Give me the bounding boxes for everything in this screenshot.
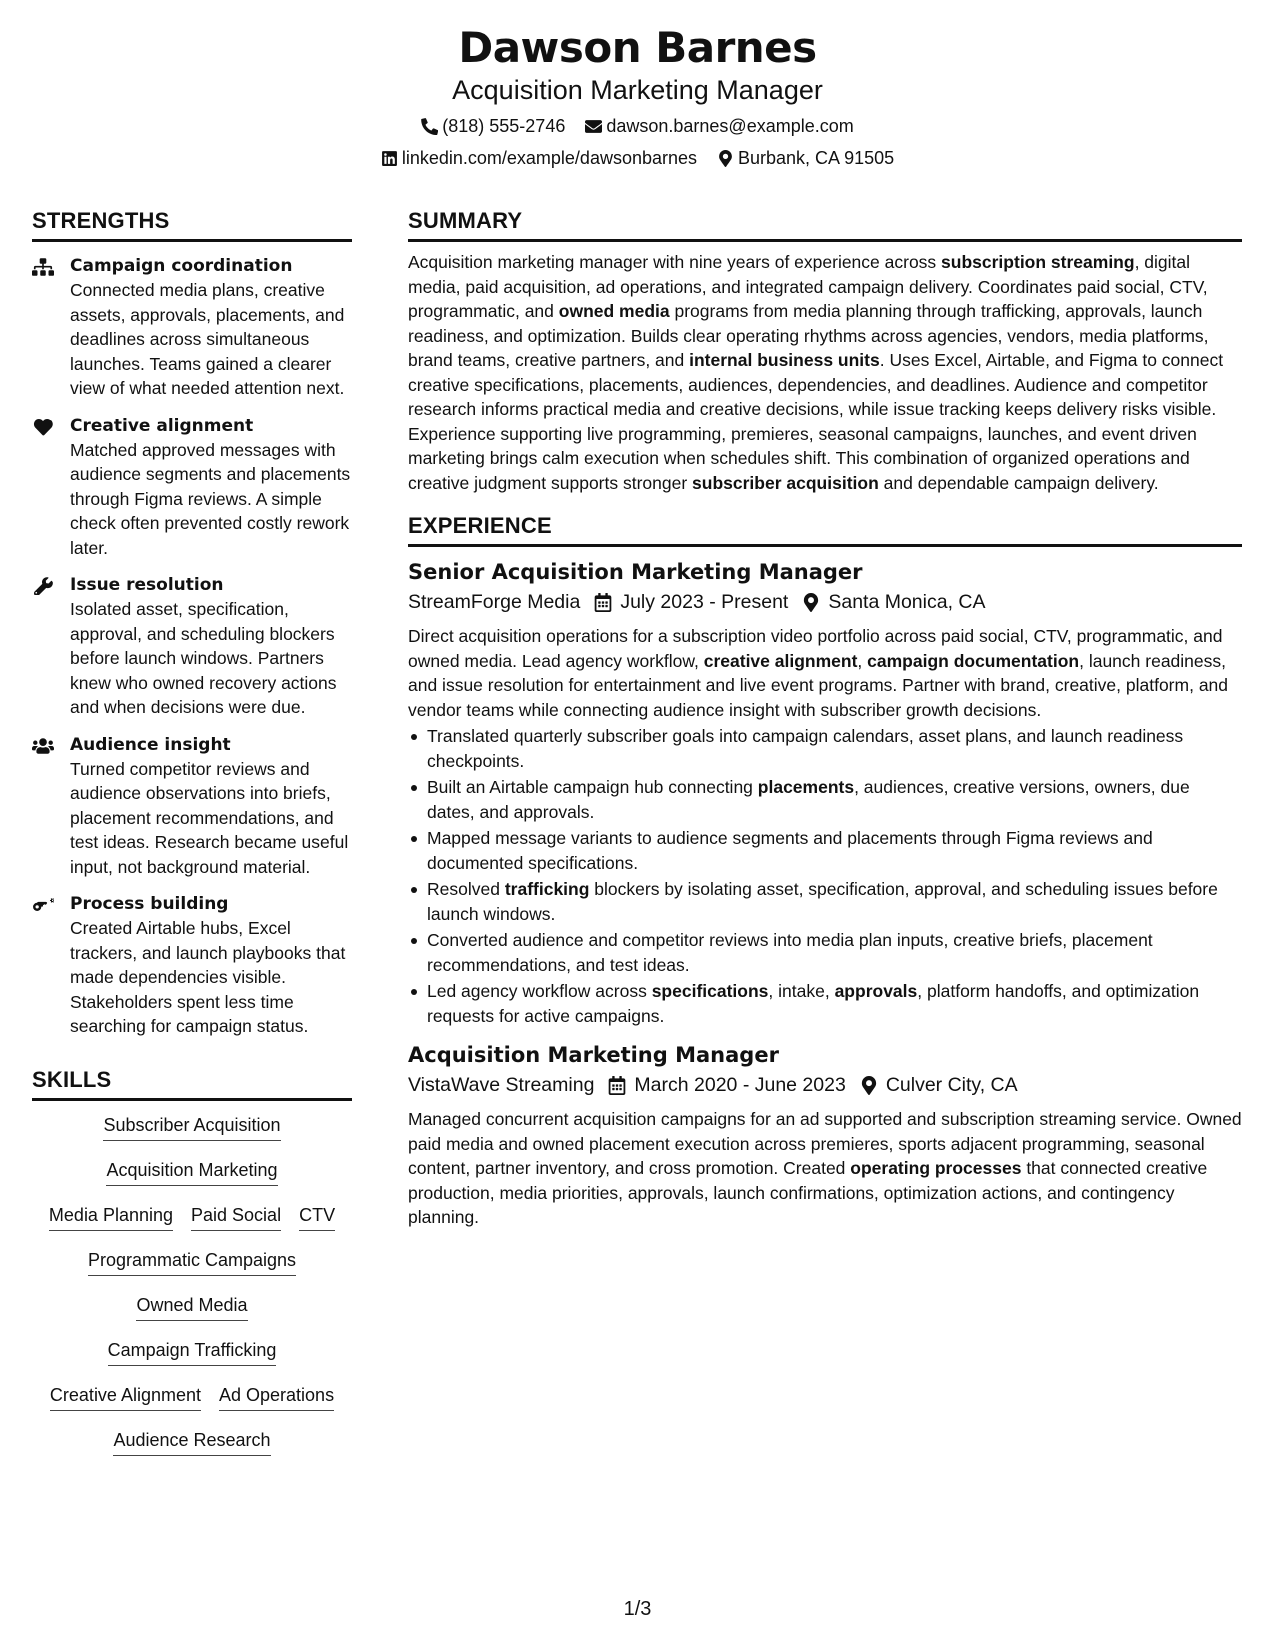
contact-row-1 xyxy=(0,114,1275,138)
users-icon xyxy=(32,737,54,755)
resume-header xyxy=(0,22,1275,170)
emphasis-text: creative alignment xyxy=(703,650,858,671)
location-text: Burbank, CA 91505 xyxy=(738,148,895,168)
skills-list xyxy=(32,1113,352,1473)
contact-email[interactable] xyxy=(585,114,853,138)
skill-tag: Audience Research xyxy=(113,1428,270,1456)
skill-tag: Creative Alignment xyxy=(50,1383,201,1411)
experience-heading: EXPERIENCE xyxy=(408,511,1242,547)
calendar-icon xyxy=(608,1076,626,1095)
gears-icon xyxy=(32,896,54,914)
map-pin-icon xyxy=(802,593,820,612)
bullet-item: Built an Airtable campaign hub connecting placements, audiences, creative versions, owners, due dates, and approvals. xyxy=(408,775,1242,824)
summary-heading: SUMMARY xyxy=(408,206,1242,242)
skill-tag: Paid Social xyxy=(191,1203,281,1231)
linkedin-text: linkedin.com/example/dawsonbarnes xyxy=(401,148,698,168)
skill-tag: Acquisition Marketing xyxy=(106,1158,277,1186)
strength-title: Issue resolution xyxy=(70,575,224,595)
contact-phone xyxy=(421,114,565,138)
page-number: 1/3 xyxy=(623,1598,652,1620)
job-title: Acquisition Marketing Manager xyxy=(408,1043,779,1067)
skill-tag: Ad Operations xyxy=(219,1383,334,1411)
email-text: dawson.barnes@example.com xyxy=(606,116,854,136)
contact-location xyxy=(717,146,894,170)
calendar-icon xyxy=(594,593,612,612)
phone-text: (818) 555-2746 xyxy=(442,116,566,136)
strength-item xyxy=(32,414,352,561)
skill-tag: Media Planning xyxy=(49,1203,173,1231)
bullet-item: Mapped message variants to audience segments and placements through Figma reviews and documented specifications. xyxy=(408,826,1242,875)
job-entry xyxy=(408,557,1242,1028)
contact-row-2 xyxy=(0,146,1275,170)
job-company: StreamForge Media xyxy=(408,591,581,613)
strength-desc: Turned competitor reviews and audience observations into briefs, placement recommendations, and test ideas. Research became useful input, not background material. xyxy=(70,758,349,877)
emphasis-text: placements xyxy=(757,777,855,797)
envelope-icon xyxy=(585,118,602,135)
job-meta xyxy=(408,1071,1242,1099)
strength-item xyxy=(32,254,352,401)
strength-title: Creative alignment xyxy=(70,415,254,436)
job-bullets xyxy=(408,724,1242,1028)
job-description: Direct acquisition operations for a subscription video portfolio across paid social, CTV, programmatic, and owned media. Lead agency workflow, creative alignment, campaign documentation, launch readiness, and issue resolution for entertainment and live event programs. Partner with brand, creative, platform, and vendor teams while connecting audience insight with subscriber growth decisions. xyxy=(408,626,1229,720)
job-meta xyxy=(408,588,1242,616)
emphasis-text: approvals xyxy=(834,981,918,1001)
emphasis-text: internal business units xyxy=(689,350,880,370)
right-column xyxy=(408,206,1242,1230)
job-location: Culver City, CA xyxy=(885,1074,1018,1096)
job-dates: July 2023 - Present xyxy=(620,591,789,613)
emphasis-text: owned media xyxy=(558,301,670,321)
skill-tag: Programmatic Campaigns xyxy=(88,1248,296,1276)
strength-desc: Isolated asset, specification, approval, and scheduling blockers before launch windows. Partners knew who owned recovery actions and when decisions were due. xyxy=(70,599,337,717)
job-entry xyxy=(408,1040,1242,1230)
strength-item xyxy=(32,733,352,880)
candidate-title: Acquisition Marketing Manager xyxy=(452,75,823,105)
strength-desc: Matched approved messages with audience segments and placements through Figma reviews. A simple check often prevented costly rework later. xyxy=(70,439,351,558)
emphasis-text: subscriber acquisition xyxy=(692,472,879,493)
sitemap-icon xyxy=(32,258,54,276)
phone-icon xyxy=(421,118,438,135)
skills-heading: SKILLS xyxy=(32,1065,352,1101)
strength-desc: Created Airtable hubs, Excel trackers, and launch playbooks that made dependencies visible. Stakeholders spent less time searching for campaign status. xyxy=(70,918,346,1036)
strength-item xyxy=(32,573,352,720)
strength-title: Audience insight xyxy=(70,734,231,755)
bullet-item: Translated quarterly subscriber goals into campaign calendars, asset plans, and launch readiness checkpoints. xyxy=(408,724,1242,773)
heart-icon xyxy=(32,418,54,436)
strength-title: Process building xyxy=(70,894,229,914)
skill-tag: Subscriber Acquisition xyxy=(103,1113,280,1141)
emphasis-text: campaign documentation xyxy=(867,650,1080,671)
skill-tag: CTV xyxy=(299,1203,335,1231)
map-pin-icon xyxy=(860,1076,878,1095)
emphasis-text: subscription streaming xyxy=(941,252,1135,272)
skill-tag: Owned Media xyxy=(136,1293,247,1321)
bullet-item: Resolved trafficking blockers by isolating asset, specification, approval, and scheduling issues before launch windows. xyxy=(408,877,1242,926)
job-company: VistaWave Streaming xyxy=(408,1074,595,1096)
strength-desc: Connected media plans, creative assets, approvals, placements, and deadlines across simultaneous launches. Teams gained a clearer view of what needed attention next. xyxy=(70,280,345,398)
bullet-item: Converted audience and competitor reviews into media plan inputs, creative briefs, placement recommendations, and test ideas. xyxy=(408,928,1242,977)
job-description: Managed concurrent acquisition campaigns for an ad supported and subscription streaming service. Owned paid media and owned placement execution across premieres, sports adjacent programming, seasonal content, partner inventory, and cross promotion. Created operating processes that connected creative production, media priorities, approvals, launch confirmations, optimization actions, and contingency planning. xyxy=(408,1109,1242,1227)
job-dates: March 2020 - June 2023 xyxy=(634,1074,846,1096)
map-pin-icon xyxy=(717,150,734,167)
strengths-list xyxy=(32,254,352,1039)
summary-text: Acquisition marketing manager with nine years of experience across subscription streaming, digital media, paid acquisition, ad operations, and integrated campaign delivery. Coordinates paid social, CTV, programmatic, and owned media programs from media planning through trafficking, approvals, launch readiness, and optimization. Builds clear operating rhythms across agencies, vendors, media platforms, brand teams, creative partners, and internal business units. Uses Excel, Airtable, and Figma to connect creative specifications, placements, audiences, dependencies, and deadlines. Audience and competitor research informs practical media and creative decisions, while issue tracking keeps delivery risks visible. Experience supporting live programming, premieres, seasonal campaigns, launches, and event driven marketing brings calm execution when schedules shift. This combination of organized operations and creative judgment supports stronger subscriber acquisition and dependable campaign delivery. xyxy=(408,252,1224,493)
strengths-heading: STRENGTHS xyxy=(32,206,352,242)
strength-item xyxy=(32,892,352,1039)
bullet-item: Led agency workflow across specifications, intake, approvals, platform handoffs, and optimization requests for active campaigns. xyxy=(408,979,1242,1028)
left-column xyxy=(32,206,352,1473)
contact-linkedin[interactable] xyxy=(381,146,697,170)
linkedin-icon xyxy=(381,150,398,167)
candidate-name: Dawson Barnes xyxy=(458,23,817,72)
job-title: Senior Acquisition Marketing Manager xyxy=(408,560,863,584)
emphasis-text: specifications xyxy=(651,981,769,1001)
wrench-icon xyxy=(32,577,54,595)
job-location: Santa Monica, CA xyxy=(828,591,986,613)
skill-tag: Campaign Trafficking xyxy=(108,1338,277,1366)
emphasis-text: operating processes xyxy=(850,1158,1022,1178)
emphasis-text: trafficking xyxy=(504,879,590,899)
strength-title: Campaign coordination xyxy=(70,256,293,276)
